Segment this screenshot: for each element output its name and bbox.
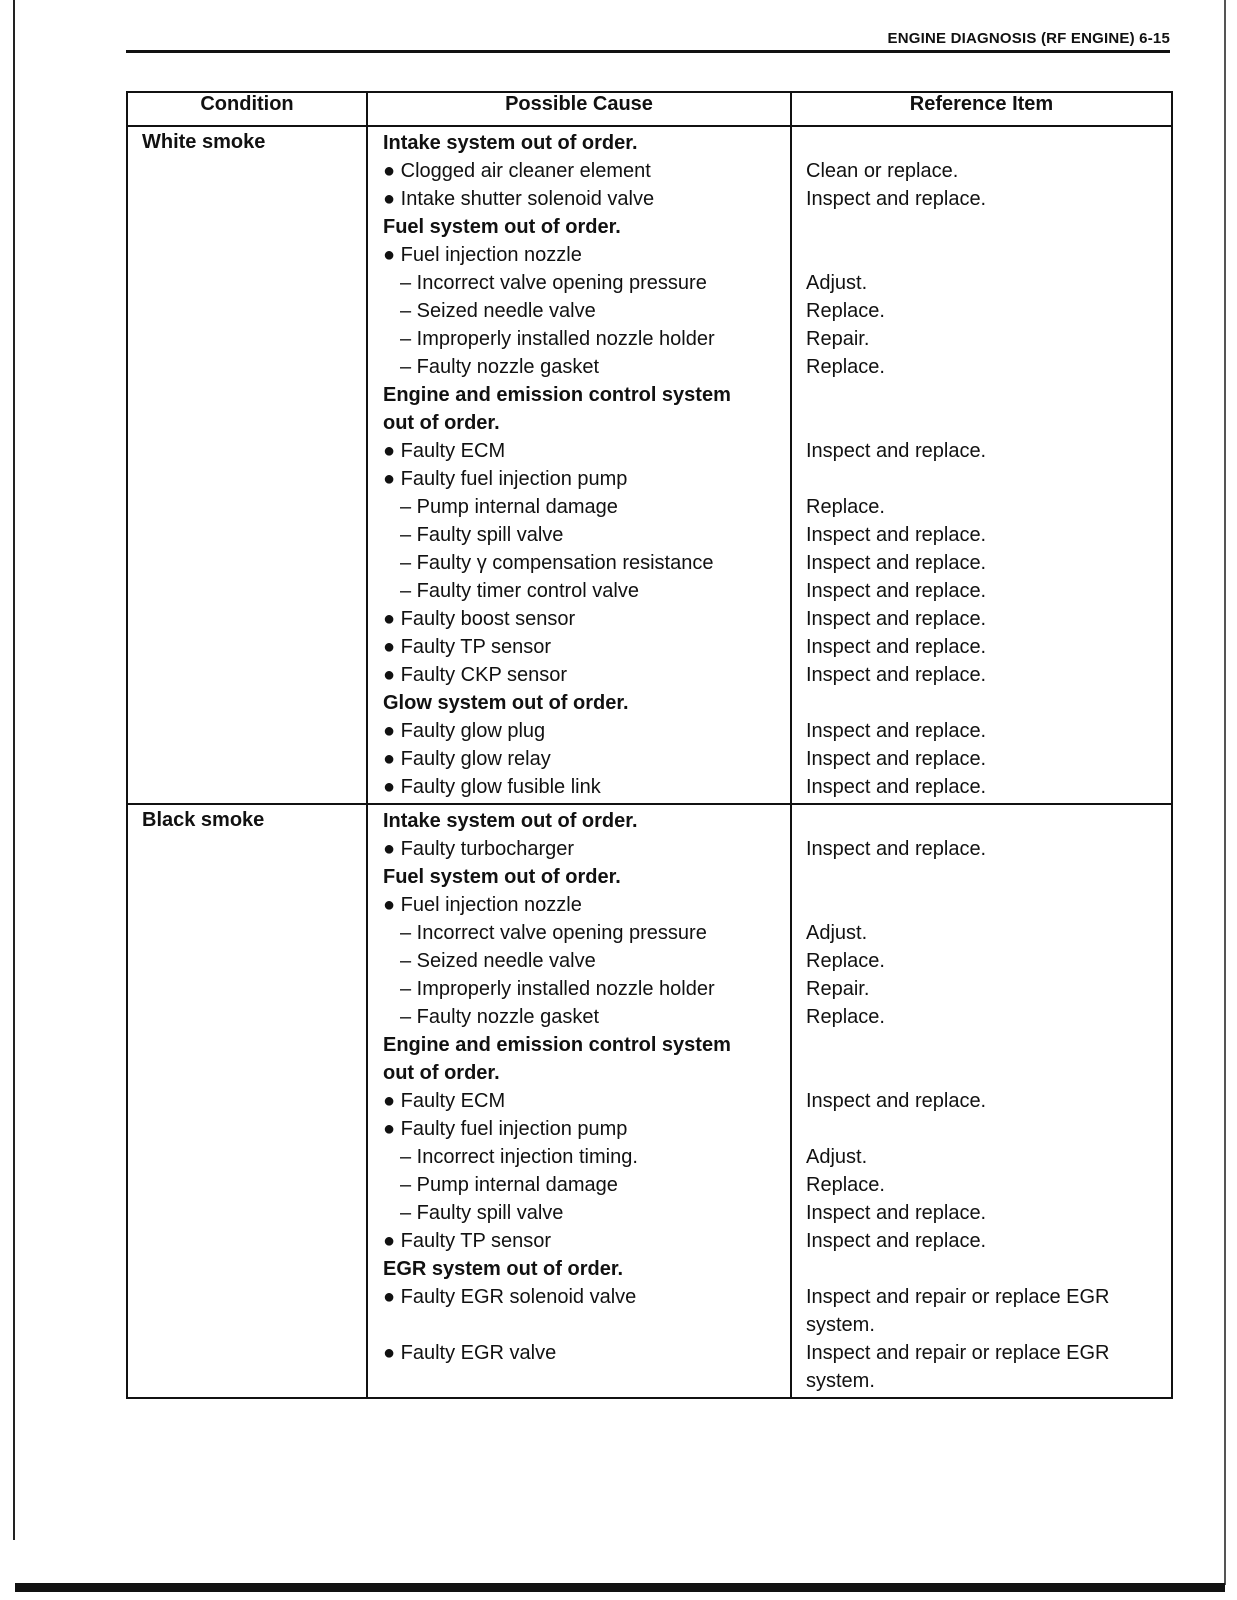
cause-line: – Faulty timer control valve [400,580,639,602]
header-rule [126,50,1170,53]
cause-line: – Improperly installed nozzle holder [400,328,715,350]
reference-line: Replace. [806,496,885,518]
cause-line: out of order. [383,412,500,434]
cause-line: ● Faulty CKP sensor [383,664,568,686]
cause-line: ● Faulty glow relay [383,748,551,770]
reference-line: Replace. [806,300,885,322]
cause-line: – Faulty nozzle gasket [400,1006,599,1028]
reference-line: Inspect and replace. [806,664,987,686]
page-header: ENGINE DIAGNOSIS (RF ENGINE) 6-15 [887,30,1170,47]
cause-line: ● Faulty fuel injection pump [383,1118,628,1140]
reference-line: Clean or replace. [806,160,959,182]
cause-line: Engine and emission control system [383,1034,731,1056]
cause-line: ● Faulty fuel injection pump [383,468,628,490]
reference-line: Replace. [806,950,885,972]
cause-line: ● Fuel injection nozzle [383,244,582,266]
table-row-white-smoke [127,126,1172,804]
reference-line: Adjust. [806,272,868,294]
reference-line [792,1031,1171,1059]
reference-line [792,1255,1171,1283]
reference-line: Inspect and replace. [806,608,987,630]
reference-line: Inspect and replace. [806,838,987,860]
reference-line: Adjust. [806,922,868,944]
cause-line: ● Intake shutter solenoid valve [383,188,655,210]
reference-line: Repair. [806,328,870,350]
reference-line: system. [806,1314,875,1336]
cause-line: ● Fuel injection nozzle [383,894,582,916]
cause-line: – Incorrect valve opening pressure [400,272,707,294]
reference-line [792,863,1171,891]
cause-line: ● Faulty TP sensor [383,636,552,658]
cause-line: – Seized needle valve [400,950,596,972]
reference-line: Inspect and repair or replace EGR [806,1286,1110,1308]
cause-line: – Improperly installed nozzle holder [400,978,715,1000]
diagnosis-table [126,91,1173,1399]
cause-line: out of order. [383,1062,500,1084]
condition-black-smoke: Black smoke [127,804,367,1398]
cause-line: – Faulty spill valve [400,1202,564,1224]
cause-line: – Faulty nozzle gasket [400,356,599,378]
cause-line: ● Faulty glow plug [383,720,546,742]
cause-line: – Pump internal damage [400,496,618,518]
reference-line [792,891,1171,919]
white-smoke-references [791,126,1172,804]
column-header-condition: Condition [127,92,367,126]
cause-line: – Faulty γ compensation resistance [400,552,714,574]
page-bottom-bar [15,1583,1225,1592]
cause-line: Intake system out of order. [383,810,638,832]
column-header-possible-cause: Possible Cause [367,92,791,126]
reference-line: Inspect and replace. [806,748,987,770]
reference-line: Inspect and replace. [806,636,987,658]
reference-line: Inspect and replace. [806,552,987,574]
cause-line [368,1367,790,1395]
reference-line [792,1115,1171,1143]
reference-line: Replace. [806,1174,885,1196]
reference-line: Inspect and replace. [806,1202,987,1224]
reference-line [792,381,1171,409]
white-smoke-causes [367,126,791,804]
reference-line: Inspect and replace. [806,720,987,742]
cause-line: ● Faulty turbocharger [383,838,575,860]
reference-line: Inspect and repair or replace EGR [806,1342,1110,1364]
condition-white-smoke: White smoke [127,126,367,804]
reference-line: system. [806,1370,875,1392]
cause-line: Engine and emission control system [383,384,731,406]
page-right-edge [1224,0,1226,1585]
reference-line: Inspect and replace. [806,440,987,462]
reference-line: Replace. [806,1006,885,1028]
table-row-black-smoke [127,804,1172,1398]
cause-line: Intake system out of order. [383,132,638,154]
cause-line: Fuel system out of order. [383,866,621,888]
cause-line: – Incorrect injection timing. [400,1146,638,1168]
reference-line: Inspect and replace. [806,1230,987,1252]
reference-line: Replace. [806,356,885,378]
cause-line: ● Faulty ECM [383,440,506,462]
cause-line: Glow system out of order. [383,692,629,714]
cause-line: – Incorrect valve opening pressure [400,922,707,944]
cause-line: ● Faulty TP sensor [383,1230,552,1252]
reference-line [792,129,1171,157]
reference-line [792,465,1171,493]
reference-line: Inspect and replace. [806,776,987,798]
reference-line: Repair. [806,978,870,1000]
reference-line [792,689,1171,717]
cause-line: ● Clogged air cleaner element [383,160,651,182]
cause-line: ● Faulty glow fusible link [383,776,601,798]
reference-line [792,807,1171,835]
reference-line: Adjust. [806,1146,868,1168]
reference-line [792,241,1171,269]
cause-line: EGR system out of order. [383,1258,624,1280]
cause-line: – Seized needle valve [400,300,596,322]
table-header-row [127,92,1172,126]
cause-line: – Pump internal damage [400,1174,618,1196]
cause-line [368,1311,790,1339]
cause-line: – Faulty spill valve [400,524,564,546]
cause-line: ● Faulty EGR valve [383,1342,557,1364]
black-smoke-references [791,804,1172,1398]
column-header-reference-item: Reference Item [791,92,1172,126]
page-left-edge [13,0,15,1540]
cause-line: Fuel system out of order. [383,216,621,238]
reference-line [792,213,1171,241]
reference-line [792,409,1171,437]
black-smoke-causes [367,804,791,1398]
reference-line: Inspect and replace. [806,1090,987,1112]
cause-line: ● Faulty boost sensor [383,608,576,630]
cause-line: ● Faulty ECM [383,1090,506,1112]
reference-line: Inspect and replace. [806,524,987,546]
reference-line [792,1059,1171,1087]
reference-line: Inspect and replace. [806,188,987,210]
cause-line: ● Faulty EGR solenoid valve [383,1286,637,1308]
reference-line: Inspect and replace. [806,580,987,602]
